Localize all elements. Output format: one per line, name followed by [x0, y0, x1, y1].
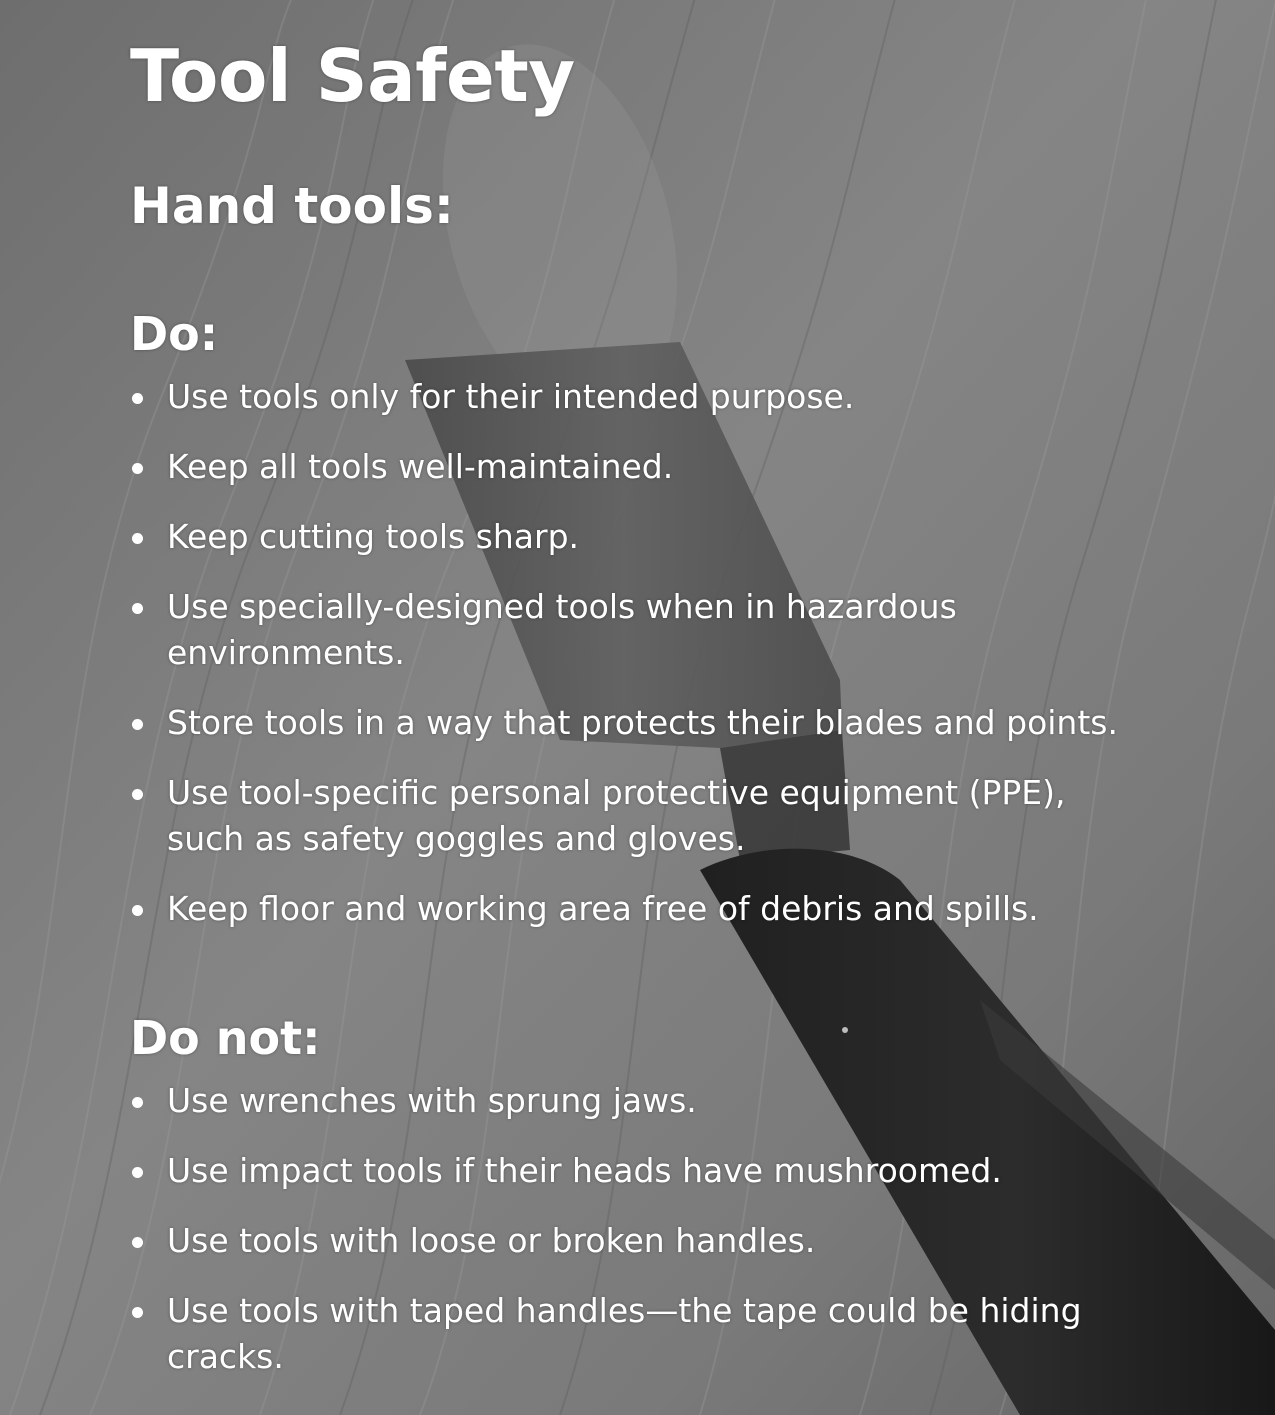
- list-item: [130, 1218, 1140, 1264]
- do-not-heading: Do not:: [130, 1011, 321, 1065]
- list-item: [130, 886, 1140, 932]
- list-item: [130, 770, 1140, 862]
- list-item-text: Use tools with taped handles—the tape could be hiding cracks.: [167, 1291, 1082, 1376]
- do-heading: Do:: [130, 307, 219, 361]
- list-item-text: Use tool-specific personal protective equipment (PPE), such as safety goggles and gloves.: [167, 773, 1066, 858]
- list-item-text: Keep floor and working area free of debris and spills.: [167, 889, 1039, 928]
- do-not-list: [130, 1078, 1140, 1404]
- bullet-icon: [132, 1097, 143, 1108]
- do-list: [130, 374, 1140, 956]
- list-item-text: Use wrenches with sprung jaws.: [167, 1081, 697, 1120]
- bullet-icon: [132, 719, 143, 730]
- section-heading-hand-tools: Hand tools:: [130, 177, 454, 235]
- list-item-text: Use tools only for their intended purpose.: [167, 377, 855, 416]
- bullet-icon: [132, 1307, 143, 1318]
- bullet-icon: [132, 789, 143, 800]
- bullet-icon: [132, 463, 143, 474]
- list-item: [130, 444, 1140, 490]
- list-item-text: Use impact tools if their heads have mushroomed.: [167, 1151, 1002, 1190]
- list-item-text: Use tools with loose or broken handles.: [167, 1221, 816, 1260]
- list-item-text: Use specially-designed tools when in hazardous environments.: [167, 587, 957, 672]
- bullet-icon: [132, 1237, 143, 1248]
- bullet-icon: [132, 905, 143, 916]
- list-item: [130, 514, 1140, 560]
- list-item: [130, 374, 1140, 420]
- list-item: [130, 1148, 1140, 1194]
- list-item: [130, 700, 1140, 746]
- list-item: [130, 1078, 1140, 1124]
- page-title: Tool Safety: [130, 34, 575, 118]
- list-item: [130, 1288, 1140, 1380]
- list-item: [130, 584, 1140, 676]
- bullet-icon: [132, 533, 143, 544]
- list-item-text: Store tools in a way that protects their blades and points.: [167, 703, 1118, 742]
- list-item-text: Keep cutting tools sharp.: [167, 517, 580, 556]
- bullet-icon: [132, 1167, 143, 1178]
- bullet-icon: [132, 603, 143, 614]
- bullet-icon: [132, 393, 143, 404]
- list-item-text: Keep all tools well-maintained.: [167, 447, 674, 486]
